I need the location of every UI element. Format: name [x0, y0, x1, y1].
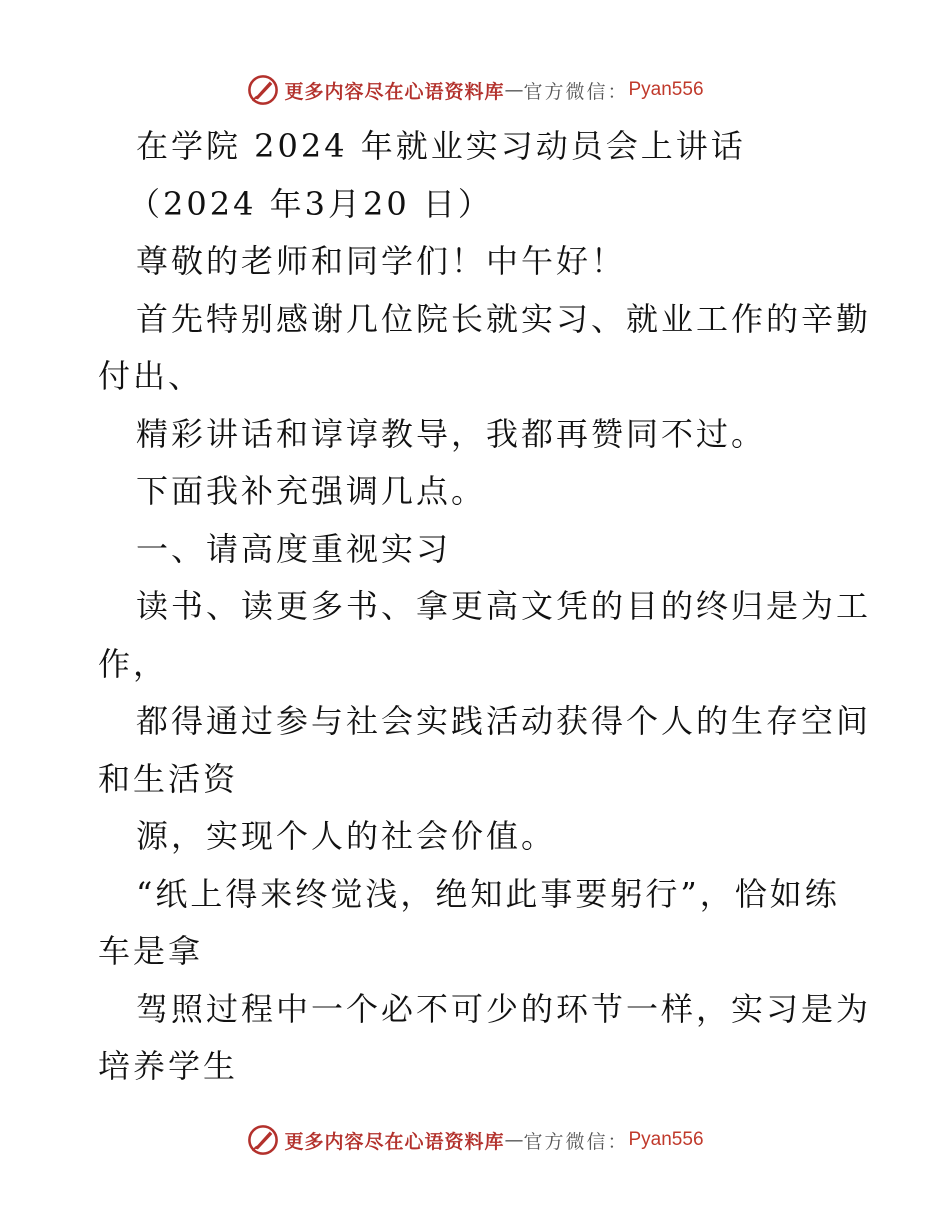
document-line: 一、请高度重视实习	[136, 529, 452, 568]
quill-logo-icon	[246, 1123, 280, 1157]
banner-wechat-id: Pyan556	[628, 1129, 704, 1150]
document-line: 作，	[98, 644, 169, 683]
document-date: （2024 年3月20 日）	[128, 184, 493, 223]
banner-wechat-label: 官方微信：	[523, 80, 629, 103]
footer-banner	[0, 1120, 950, 1160]
document-line: 和生活资	[98, 759, 239, 798]
banner-brand-text: 更多内容尽在心语资料库	[284, 80, 505, 103]
document-line: 首先特别感谢几位院长就实习、就业工作的辛勤	[136, 299, 872, 338]
banner-brand-text: 更多内容尽在心语资料库	[284, 1130, 505, 1153]
document-line: 都得通过参与社会实践活动获得个人的生存空间	[136, 702, 872, 740]
quill-logo-icon	[246, 73, 280, 107]
document-line: 精彩讲话和谆谆教导，我都再赞同不过。	[136, 414, 767, 453]
banner-wechat-id: Pyan556	[628, 79, 704, 100]
banner-dash: —	[504, 1129, 524, 1151]
document-line: 车是拿	[98, 932, 204, 970]
document-line: 读书、读更多书、拿更高文凭的目的终归是为工	[136, 587, 872, 625]
banner-wechat-label: 官方微信：	[523, 1130, 629, 1153]
document-line: “纸上得来终觉浅，绝知此事要躬行”，恰如练	[136, 874, 840, 913]
document-line: 培养学生	[98, 1047, 239, 1085]
document-title: 在学院 2024 年就业实习动员会上讲话	[136, 127, 746, 165]
banner-dash: —	[504, 79, 524, 101]
document-line: 驾照过程中一个必不可少的环节一样，实习是为	[136, 989, 872, 1028]
document-line: 下面我补充强调几点。	[136, 472, 487, 510]
header-banner	[0, 70, 950, 110]
document-body	[98, 118, 872, 1096]
document-line: 付出、	[98, 357, 204, 395]
document-line: 尊敬的老师和同学们！中午好！	[136, 242, 627, 280]
document-line: 源，实现个人的社会价值。	[136, 817, 557, 855]
